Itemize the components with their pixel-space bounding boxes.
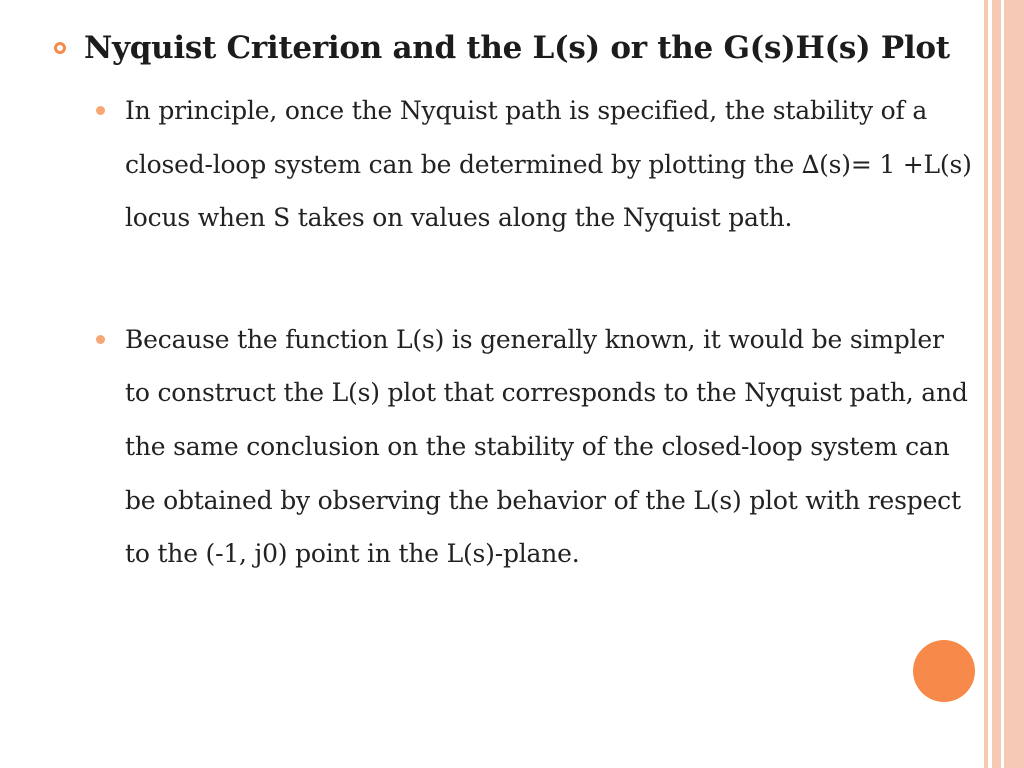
stripe bbox=[1004, 0, 1024, 768]
stripe bbox=[992, 0, 1001, 768]
bullet-dot-icon bbox=[96, 106, 105, 115]
stripe bbox=[984, 0, 988, 768]
title-row bbox=[54, 30, 980, 66]
bullet-list bbox=[96, 84, 976, 581]
bullet-item bbox=[96, 84, 976, 245]
title-bullet-icon bbox=[54, 42, 66, 54]
bullet-text: In principle, once the Nyquist path is specified, the stability of a closed-loop system can be determined by plotting the ∆(s)= 1 +L(s) locus when S takes on values along the Nyquist path. bbox=[125, 96, 972, 233]
decorative-circle bbox=[913, 640, 975, 702]
decorative-stripes bbox=[984, 0, 1024, 768]
slide-title: Nyquist Criterion and the L(s) or the G(s)H(s) Plot bbox=[84, 30, 950, 66]
bullet-item bbox=[96, 313, 976, 581]
bullet-dot-icon bbox=[96, 335, 105, 344]
bullet-text: Because the function L(s) is generally known, it would be simpler to construct the L(s) plot that corresponds to the Nyquist path, and the same conclusion on the stability of the closed-loop system can be obtained by observing the behavior of the L(s) plot with respect to the (-1, j0) point in the L(s)-plane. bbox=[125, 324, 968, 569]
